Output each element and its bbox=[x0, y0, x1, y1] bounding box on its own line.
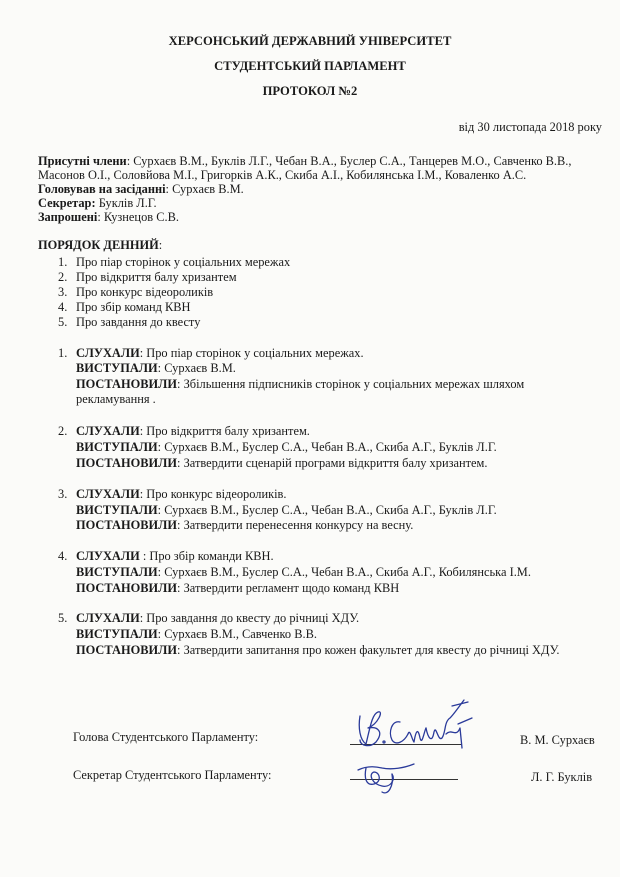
resolved-label: ПОСТАНОВИЛИ bbox=[76, 377, 178, 391]
heard-label: СЛУХАЛИ bbox=[76, 611, 140, 625]
head-name: В. М. Сурхаєв bbox=[520, 733, 595, 747]
heard-text: : Про завдання до квесту до річниці ХДУ. bbox=[139, 611, 360, 625]
heard-label: СЛУХАЛИ bbox=[76, 346, 140, 360]
agenda-item-text: Про збір команд КВН bbox=[76, 300, 191, 314]
resolved-label: ПОСТАНОВИЛИ bbox=[76, 518, 178, 532]
university-title: ХЕРСОНСЬКИЙ ДЕРЖАВНИЙ УНІВЕРСИТЕТ bbox=[168, 34, 452, 48]
resolved-text: : Затвердити сценарій програми відкриття балу хризантем. bbox=[177, 456, 488, 470]
invited-label: Запрошені bbox=[38, 210, 98, 224]
heard-label: СЛУХАЛИ bbox=[76, 487, 140, 501]
resolved-line bbox=[76, 581, 399, 596]
protocol-date: від 30 листопада 2018 року bbox=[458, 120, 602, 134]
resolved-line bbox=[76, 377, 524, 392]
spoke-label: ВИСТУПАЛИ bbox=[76, 565, 158, 579]
spoke-line bbox=[76, 565, 531, 580]
spoke-line bbox=[76, 627, 317, 642]
secretary-name: Л. Г. Буклів bbox=[531, 770, 593, 784]
resolved-line-continued: рекламування . bbox=[76, 392, 156, 406]
invited-value: : Кузнецов С.В. bbox=[97, 210, 179, 224]
heard-label: СЛУХАЛИ bbox=[76, 549, 140, 563]
secretary-signature-image bbox=[352, 756, 422, 800]
spoke-label: ВИСТУПАЛИ bbox=[76, 503, 158, 517]
heard-line bbox=[76, 611, 359, 626]
resolved-text: : Затвердити запитання про кожен факультет для квесту до річниці ХДУ. bbox=[177, 643, 560, 657]
heard-line bbox=[76, 424, 310, 439]
secretary-value: Буклів Л.Г. bbox=[95, 196, 157, 210]
heard-text: : Про збір команди КВН. bbox=[139, 549, 274, 563]
spoke-text: : Сурхаєв В.М., Буслер С.А., Чебан В.А., Скиба А.Г., Буклів Л.Г. bbox=[157, 503, 497, 517]
invited-line bbox=[38, 210, 179, 225]
agenda-colon: : bbox=[158, 238, 163, 252]
section-number: 4. bbox=[58, 549, 68, 563]
agenda-item bbox=[58, 285, 67, 300]
resolved-label: ПОСТАНОВИЛИ bbox=[76, 643, 178, 657]
agenda-item-text: Про піар сторінок у соціальних мережах bbox=[76, 255, 291, 269]
agenda-item-text: Про конкурс відеороликів bbox=[76, 285, 214, 299]
agenda-title-text: ПОРЯДОК ДЕННИЙ bbox=[38, 238, 159, 252]
spoke-label: ВИСТУПАЛИ bbox=[76, 361, 158, 375]
spoke-text: : Сурхаєв В.М., Буслер С.А., Чебан В.А., Скиба А.Г., Буклів Л.Г. bbox=[157, 440, 497, 454]
agenda-item-num: 1. bbox=[58, 255, 68, 269]
head-signature-title: Голова Студентського Парламенту: bbox=[73, 730, 259, 744]
section-number: 2. bbox=[58, 424, 68, 438]
resolved-line bbox=[76, 643, 559, 658]
agenda-item-num: 5. bbox=[58, 315, 68, 329]
present-members-line-1 bbox=[38, 154, 572, 169]
heard-text: : Про піар сторінок у соціальних мережах. bbox=[139, 346, 364, 360]
heard-line bbox=[76, 346, 364, 361]
chair-label: Головував на засіданні bbox=[38, 182, 166, 196]
spoke-text: : Сурхаєв В.М., Савченко В.В. bbox=[157, 627, 317, 641]
section-number: 3. bbox=[58, 487, 68, 501]
spoke-line bbox=[76, 440, 497, 455]
resolved-text: : Збільшення підписників сторінок у соціальних мережах шляхом bbox=[177, 377, 525, 391]
resolved-text: : Затвердити регламент щодо команд КВН bbox=[177, 581, 400, 595]
heard-line bbox=[76, 487, 287, 502]
section-number: 1. bbox=[58, 346, 68, 360]
head-signature-image bbox=[348, 688, 478, 758]
agenda-item-num: 4. bbox=[58, 300, 68, 314]
secretary-label: Секретар: bbox=[38, 196, 96, 210]
heard-text: : Про конкурс відеороликів. bbox=[139, 487, 287, 501]
parliament-title: СТУДЕНТСЬКИЙ ПАРЛАМЕНТ bbox=[214, 59, 406, 73]
agenda-item bbox=[58, 315, 67, 330]
resolved-line bbox=[76, 518, 413, 533]
agenda-item bbox=[58, 270, 67, 285]
present-members-line-2: Масонов О.І., Соловйова М.І., Григорків А.К., Скиба А.І., Кобилянська І.М., Коваленко А.С. bbox=[38, 168, 527, 182]
section-number: 5. bbox=[58, 611, 68, 625]
present-members-label: Присутні члени bbox=[38, 154, 127, 168]
resolved-label: ПОСТАНОВИЛИ bbox=[76, 456, 178, 470]
resolved-line bbox=[76, 456, 487, 471]
agenda-item-text: Про відкриття балу хризантем bbox=[76, 270, 237, 284]
agenda-item-num: 2. bbox=[58, 270, 68, 284]
secretary-line bbox=[38, 196, 157, 211]
agenda-item bbox=[58, 255, 67, 270]
heard-line bbox=[76, 549, 274, 564]
agenda-title bbox=[38, 238, 162, 253]
agenda-item-num: 3. bbox=[58, 285, 68, 299]
spoke-text: : Сурхаєв В.М. bbox=[157, 361, 236, 375]
resolved-label: ПОСТАНОВИЛИ bbox=[76, 581, 178, 595]
present-members-text: : Сурхаєв В.М., Буклів Л.Г., Чебан В.А., Буслер С.А., Танцерев М.О., Савченко В.В., bbox=[126, 154, 572, 168]
agenda-item-text: Про завдання до квесту bbox=[76, 315, 201, 329]
spoke-line bbox=[76, 361, 236, 376]
spoke-text: : Сурхаєв В.М., Буслер С.А., Чебан В.А., Скиба А.Г., Кобилянська І.М. bbox=[157, 565, 531, 579]
heard-text: : Про відкриття балу хризантем. bbox=[139, 424, 310, 438]
protocol-title: ПРОТОКОЛ №2 bbox=[262, 84, 358, 98]
secretary-signature-title: Секретар Студентського Парламенту: bbox=[73, 768, 272, 782]
chair-value: : Сурхаєв В.М. bbox=[165, 182, 244, 196]
agenda-item bbox=[58, 300, 67, 315]
spoke-label: ВИСТУПАЛИ bbox=[76, 440, 158, 454]
spoke-label: ВИСТУПАЛИ bbox=[76, 627, 158, 641]
heard-label: СЛУХАЛИ bbox=[76, 424, 140, 438]
chair-line bbox=[38, 182, 244, 197]
spoke-line bbox=[76, 503, 497, 518]
resolved-text: : Затвердити перенесення конкурсу на весну. bbox=[177, 518, 414, 532]
